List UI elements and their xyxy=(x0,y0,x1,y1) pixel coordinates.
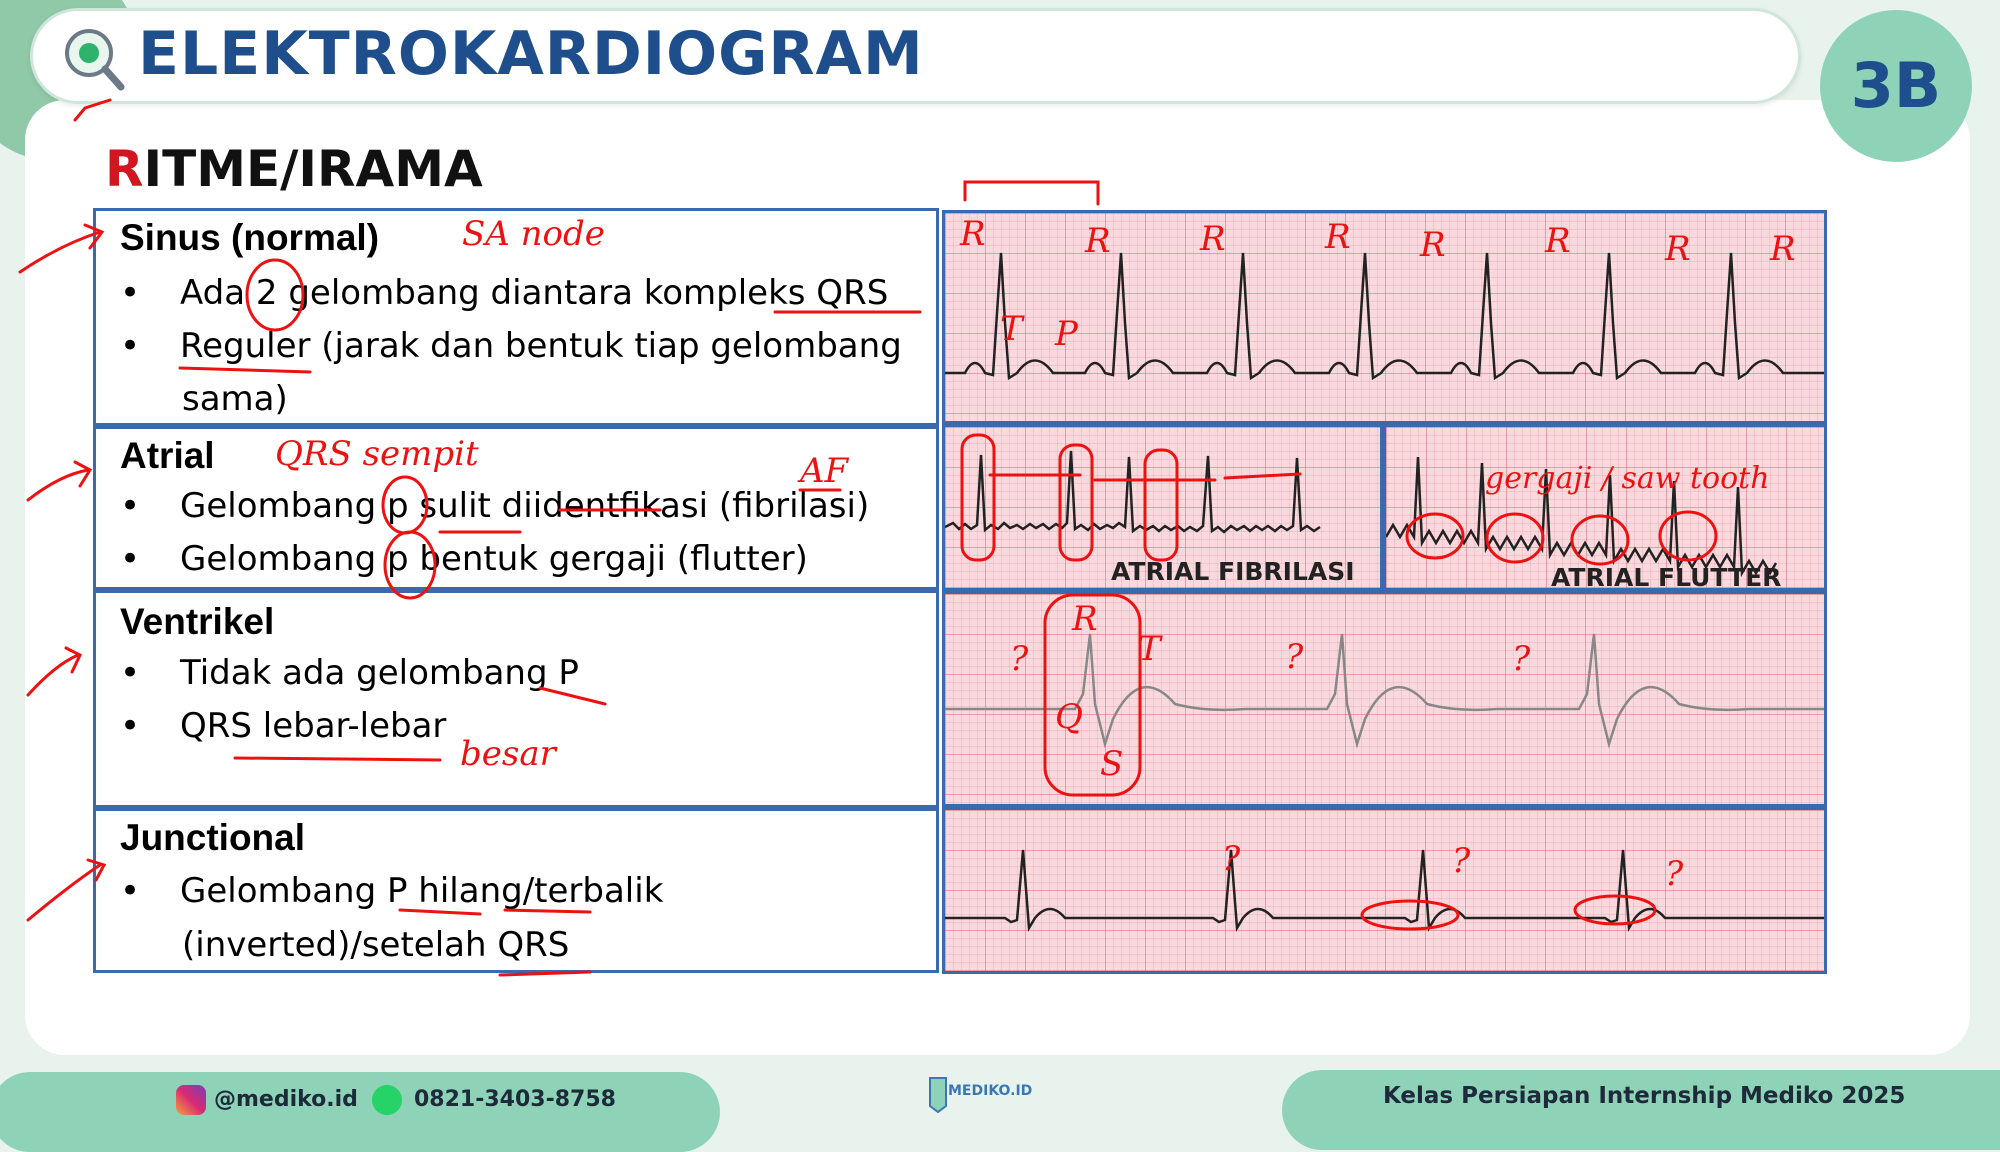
annotation-text: ? xyxy=(1512,639,1531,679)
whatsapp-icon xyxy=(372,1085,402,1115)
flutter-label: ATRIAL FLUTTER xyxy=(1551,563,1782,591)
rhythm-row-ventrikel xyxy=(93,590,939,808)
rhythm-row-sinus xyxy=(93,208,939,426)
annotation-text: besar xyxy=(460,734,556,774)
annotation-text: R xyxy=(1665,229,1691,269)
list-item: • Gelombang P hilang/terbalik xyxy=(120,871,664,911)
annotation-text: R xyxy=(1420,225,1446,265)
rhythm-row-junctional xyxy=(93,808,939,973)
section-title-first-letter: R xyxy=(105,140,144,198)
list-item-continuation: sama) xyxy=(182,379,288,419)
annotation-text: R xyxy=(1200,219,1226,259)
annotation-text: ? xyxy=(1010,639,1029,679)
ecg-strip-atrial-fibrilasi xyxy=(942,424,1383,591)
ecg-strip-sinus xyxy=(942,210,1827,424)
section-title-rest: ITME/IRAMA xyxy=(143,140,483,198)
annotation-text: R xyxy=(1325,217,1351,257)
page-title: ELEKTROKARDIOGRAM xyxy=(138,19,924,89)
annotation-text: T xyxy=(1000,309,1023,349)
annotation-text: R xyxy=(960,214,986,254)
list-item-continuation: (inverted)/setelah QRS xyxy=(182,925,570,965)
list-item: • Gelombang p bentuk gergaji (flutter) xyxy=(120,539,808,579)
list-item: • Ada 2 gelombang diantara kompleks QRS xyxy=(120,273,889,313)
instagram-icon xyxy=(176,1085,206,1115)
footer-course-bar xyxy=(1282,1070,2000,1150)
annotation-text: T xyxy=(1138,629,1161,669)
ecg-strip-ventrikel xyxy=(942,591,1827,807)
annotation-text: R xyxy=(1072,599,1098,639)
slide-number-badge: 3B xyxy=(1820,10,1972,162)
section-title xyxy=(105,140,483,198)
ecg-strip-atrial-flutter xyxy=(1383,424,1827,591)
annotation-text: AF xyxy=(800,451,849,491)
footer-contact-bar xyxy=(0,1072,720,1152)
annotation-text: ? xyxy=(1285,637,1304,677)
annotation-text: ? xyxy=(1222,839,1241,879)
row-title: Sinus (normal) xyxy=(120,217,380,258)
row-title: Junctional xyxy=(120,817,306,858)
list-item: • QRS lebar-lebar xyxy=(120,706,447,746)
list-item: • Reguler (jarak dan bentuk tiap gelombang xyxy=(120,326,902,366)
course-name: Kelas Persiapan Internship Mediko 2025 xyxy=(1383,1083,1906,1109)
magnifier-logo-icon xyxy=(55,19,131,95)
rhythm-row-atrial xyxy=(93,426,939,590)
center-logo-text: MEDIKO.ID xyxy=(948,1083,1033,1099)
annotation-text: gergaji / saw tooth xyxy=(1485,461,1770,496)
annotation-text: ? xyxy=(1665,854,1684,894)
annotation-text: ? xyxy=(1452,841,1471,881)
annotation-text: R xyxy=(1085,221,1111,261)
row-title: Atrial xyxy=(120,435,215,476)
af-label: ATRIAL FIBRILASI xyxy=(1111,557,1355,586)
ecg-trace-junctional xyxy=(945,810,1827,974)
list-item: • Gelombang p sulit diidentfikasi (fibrilasi) xyxy=(120,486,870,526)
row-title: Ventrikel xyxy=(120,601,275,642)
annotation-text: S xyxy=(1100,744,1124,784)
ecg-strip-junctional xyxy=(942,807,1827,974)
ecg-trace-sinus xyxy=(945,213,1827,424)
annotation-text: SA node xyxy=(462,214,605,254)
annotation-text: QRS sempit xyxy=(275,434,479,474)
header-bar xyxy=(30,8,1801,104)
annotation-text: R xyxy=(1545,221,1571,261)
instagram-handle[interactable]: @mediko.id xyxy=(214,1087,358,1112)
annotation-text: R xyxy=(1770,229,1796,269)
whatsapp-number[interactable]: 0821-3403-8758 xyxy=(414,1087,616,1112)
annotation-text: P xyxy=(1055,314,1078,354)
ecg-trace-ventrikel xyxy=(945,594,1827,807)
annotation-text: Q xyxy=(1055,697,1083,737)
list-item: • Tidak ada gelombang P xyxy=(120,653,579,693)
